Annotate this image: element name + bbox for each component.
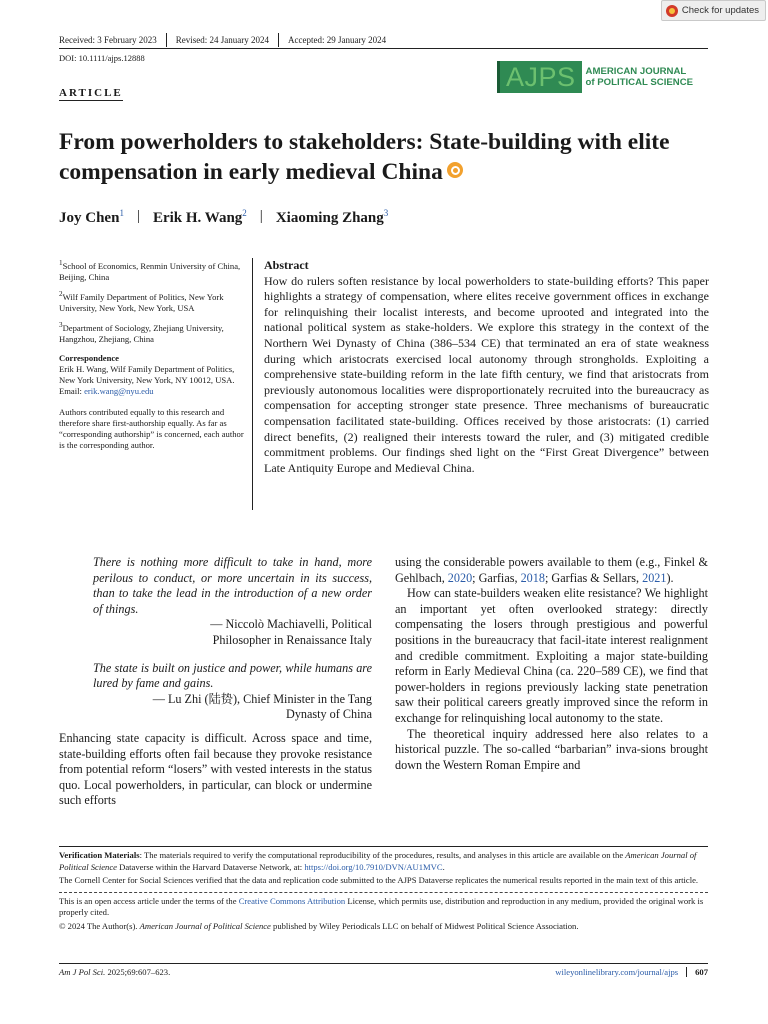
license-link[interactable]: Creative Commons Attribution (238, 895, 346, 906)
verification-note (59, 850, 708, 873)
footnote-dash-rule (59, 892, 708, 893)
article-type: ARTICLE (59, 87, 123, 99)
body-column-2 (395, 555, 708, 773)
body-paragraph: Enhancing state capacity is difficult. Across space and time, state-building efforts often fail because they provoke resistance from potential reform “losers” with vested interests in the status quo. Local powerholders, in particular, can block or undermine such efforts (59, 730, 372, 808)
journal-logo-name (586, 66, 694, 88)
verification-label: Verification Materials (59, 850, 140, 860)
email-link[interactable]: erik.wang@nyu.edu (84, 385, 154, 396)
attribution-line: — Lu Zhi (陆贽), Chief Minister in the Tang (152, 691, 372, 706)
cornell-note: The Cornell Center for Social Sciences verified that the data and replication code submitted to the AJPS Dataverse replicates the numerical results reported in the main text of this article. (59, 875, 699, 885)
doi: DOI: 10.1111/ajps.12888 (59, 53, 145, 63)
body-paragraph: How can state-builders weaken elite resistance? We highlight an important yet often overlooked strategy: directly compensating the losers through prestigious and powerful positions in the bureaucracy that facil-itate interest realignment and credible commitment. Exploiting a major state-building reform in Early Medieval China (ca. 220–589 CE), we find that power-holders in regions previously lacking state penetration saw their political careers greatly improved since the reform in exchange for relinquishing local autonomy to the state. (395, 586, 708, 725)
footer-citation (59, 967, 170, 977)
abstract-heading: Abstract (264, 258, 309, 272)
text-run: . (442, 861, 445, 872)
volume-pages: 2025;69:607–623. (105, 967, 171, 977)
epigraph-quote: The state is built on justice and power, while humans are lured by fame and gains. (93, 660, 372, 691)
correspondence-address: Erik H. Wang, Wilf Family Department of Politics, New York University, New York, NY 10012, USA. (59, 363, 235, 385)
open-access-icon[interactable] (447, 162, 463, 178)
body-paragraph: The theoretical inquiry addressed here also relates to a historical puzzle. The so-called “barbarian” inva-sions brought down the Western Roman Empire and (395, 726, 708, 772)
author-list (59, 208, 398, 227)
contribution-note: Authors contributed equally to this research and therefore share first-authorship equally. As far as “corresponding authorship” is concerned, each author is the corresponding author. (59, 406, 244, 450)
received-date: Received: 3 February 2023 (59, 35, 157, 45)
author-info-column (59, 258, 245, 457)
text-run: published by Wiley Periodicals LLC on behalf of Midwest Political Science Association. (270, 920, 579, 931)
article-title-text: From powerholders to stakeholders: State-building with elite compensation in early medieval China (59, 129, 670, 185)
citation-link[interactable]: 2020 (447, 570, 473, 585)
affiliation (59, 320, 245, 345)
citation-link[interactable]: 2021 (642, 570, 667, 585)
affiliation (59, 258, 245, 283)
journal-url-link[interactable]: wileyonlinelibrary.com/journal/ajps (555, 967, 687, 977)
text-run: This is an open access article under the terms of the (59, 895, 239, 906)
email-label: Email: (59, 385, 85, 396)
author-1[interactable] (59, 208, 134, 227)
epigraph-attribution (59, 617, 372, 648)
header-rule (59, 48, 708, 49)
epigraph-attribution (59, 692, 372, 723)
text-run: ; Garfias & Sellars, (544, 570, 643, 585)
author-name: Xiaoming Zhang (275, 210, 384, 226)
copyright-note (59, 921, 708, 933)
page-number: 607 (695, 967, 708, 977)
affiliation-num: 3 (59, 320, 63, 329)
affiliation-text: Wilf Family Department of Politics, New York University, New York, New York, USA (59, 291, 224, 313)
text-run: using the considerable powers available to them (e.g., Finkel & Gehlbach, (395, 555, 708, 585)
journal-name-line2: of POLITICAL SCIENCE (585, 77, 694, 88)
correspondence-text (59, 364, 245, 397)
body-paragraph-continued (395, 555, 708, 586)
check-updates-label: Check for updates (681, 5, 759, 16)
abstract-text: How do rulers soften resistance by local powerholders to state-building efforts? This paper highlights a strategy of compensation, where elites receive government offices in exchange for relinquishing their localist interests, and become uprooted and integrated into the national political system as stake-holders. We explore this strategy in the context of the Northern Wei Dynasty of China (386–534 CE) that terminated an era of state weakness during which aristocrats exercised local autonomy through strongholds. Exploiting a comprehensive state-building reform in the late fifth century, we find that aristocrats from previously autonomous localities were disproportionately recruited into the bureaucracy as compensation for accepting stronger state presence. Three mechanisms of bureaucratic compensation facilitated state-building. Offices received by those aristocrats: (1) carried direct benefits, (2) realigned their interests toward the ruler, and (3) mitigated credible commitment problems. Our findings shed light on the “First Great Divergence” between Late Antiquity Europe and Medieval China. (264, 273, 709, 475)
author-name: Erik H. Wang (152, 210, 243, 226)
affiliation-text: School of Economics, Renmin University of China, Beijing, China (59, 260, 241, 282)
author-2[interactable] (143, 208, 257, 227)
accepted-date: Accepted: 29 January 2024 (278, 33, 395, 47)
text-run: License, which permits use, distribution and reproduction in any medium, provided the original work is properly cited. (59, 895, 704, 917)
text-run: : The materials required to verify the computational reproducibility of the procedures, results, and analyses in this article are available on the (139, 850, 626, 860)
citation-link[interactable]: 2018 (520, 570, 545, 585)
attribution-line: Dynasty of China (286, 707, 372, 722)
text-run: ). (666, 570, 674, 585)
journal-name-line1: AMERICAN JOURNAL (585, 66, 687, 77)
column-divider (252, 258, 253, 510)
revised-date: Revised: 24 January 2024 (166, 33, 278, 47)
author-affiliation-ref[interactable]: 3 (383, 208, 389, 218)
journal-name: American Journal of Political Science (139, 920, 271, 931)
author-3[interactable] (266, 208, 398, 227)
crossmark-icon (666, 5, 678, 17)
affiliation-num: 1 (59, 259, 63, 267)
affiliation-num: 2 (59, 289, 63, 298)
author-affiliation-ref[interactable]: 1 (119, 208, 124, 218)
article-title (59, 127, 699, 187)
text-run: © 2024 The Author(s). (59, 920, 140, 931)
journal-abbrev: Am J Pol Sci. (59, 967, 106, 977)
license-note (59, 896, 708, 919)
attribution-line: — Niccolò Machiavelli, Political (210, 617, 372, 632)
footer-right (555, 967, 708, 977)
journal-logo[interactable] (497, 61, 693, 93)
footnote-rule (59, 846, 708, 847)
text-run: Dataverse within the Harvard Dataverse Network, at: (116, 861, 305, 872)
affiliation (59, 289, 245, 314)
epigraph-quote: There is nothing more difficult to take in hand, more perilous to conduct, or more uncertain in its success, than to take the lead in the introduction of a new order of things. (93, 555, 372, 616)
journal-logo-abbrev: AJPS (497, 61, 582, 93)
footnotes (59, 846, 708, 934)
check-for-updates-badge[interactable] (661, 0, 766, 21)
attribution-line: Philosopher in Renaissance Italy (212, 632, 372, 647)
author-separator: | (136, 208, 140, 224)
journal-name: American Journal of Political Science (59, 850, 697, 872)
body-column-1 (59, 555, 372, 809)
article-dates (59, 33, 395, 47)
author-separator: | (259, 208, 263, 224)
correspondence-heading: Correspondence (59, 352, 119, 363)
footer-rule (59, 963, 708, 964)
abstract (264, 258, 709, 476)
author-affiliation-ref[interactable]: 2 (242, 208, 247, 218)
author-name: Joy Chen (59, 210, 120, 226)
dataverse-link[interactable]: https://doi.org/10.7910/DVN/AU1MVC (304, 861, 443, 872)
text-run: ; Garfias, (472, 570, 521, 585)
affiliation-text: Department of Sociology, Zhejiang University, Hangzhou, Zhejiang, China (59, 322, 224, 344)
